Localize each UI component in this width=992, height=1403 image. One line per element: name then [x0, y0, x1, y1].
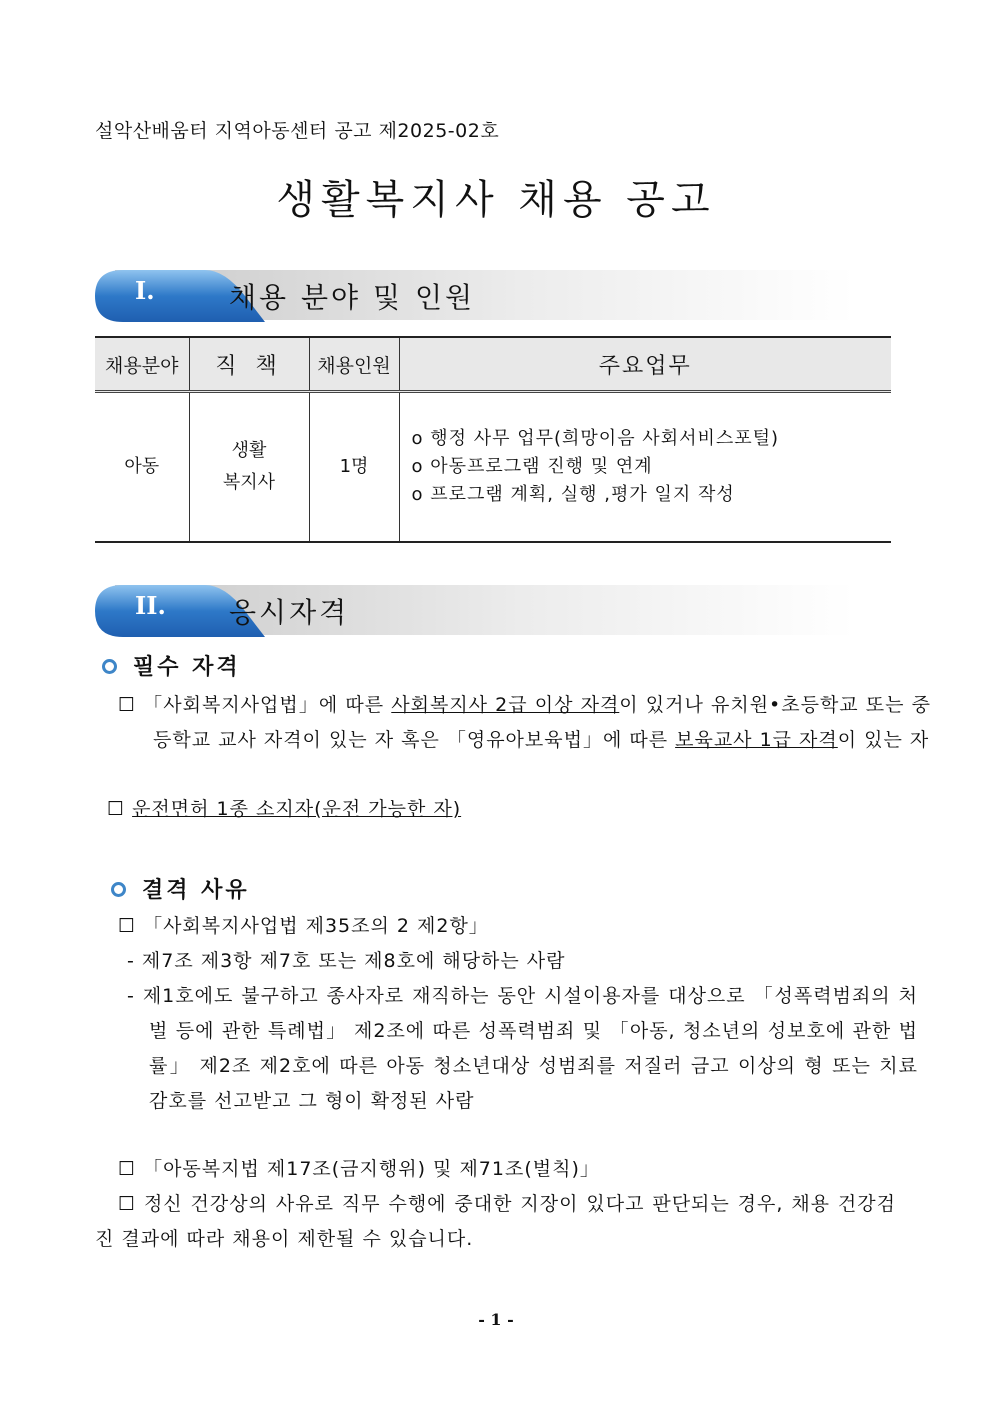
cell-position-line2: 복지사 — [222, 472, 276, 493]
section-1-banner — [95, 266, 855, 324]
cell-position-line1: 생활 — [231, 440, 267, 461]
disqualification-heading-text: 결격 사유 — [142, 878, 250, 903]
required-item-1-prefix: ☐ 「사회복지사업법」에 따른 — [118, 694, 392, 716]
required-heading — [102, 650, 241, 681]
section-2-roman: II. — [135, 591, 166, 620]
header-count: 채용인원 — [309, 337, 399, 392]
notice-number: 설악산배움터 지역아동센터 공고 제2025-02호 — [95, 120, 500, 142]
required-item-1-mid: 이 있거나 유치원•초등학교 또는 중등학교 교사 자격이 있는 자 혹은 「영유아보육법」에 따른 — [153, 694, 931, 751]
cell-duties — [399, 392, 891, 543]
circle-bullet-icon — [102, 659, 117, 674]
page-number: - 1 - — [478, 1310, 514, 1329]
required-item-2-prefix: ☐ — [107, 798, 133, 820]
duty-item: o 행정 사무 업무(희망이음 사회서비스포털) — [411, 428, 780, 449]
section-1-title: 채용 분야 및 인원 — [229, 281, 476, 314]
required-item-1-underlined-1: 사회복지사 2급 이상 자격 — [391, 694, 620, 716]
cell-field: 아동 — [95, 392, 189, 543]
disq-item: ☐ 정신 건강상의 사유로 직무 수행에 중대한 지장이 있다고 판단되는 경우, 채용 건강검진 결과에 따라 채용이 제한될 수 있습니다. — [95, 1193, 896, 1250]
section-1-roman: I. — [135, 276, 155, 305]
required-item-2 — [107, 792, 887, 827]
header-duties: 주요업무 — [399, 337, 891, 392]
circle-bullet-icon — [111, 882, 126, 897]
disq-item: ☐ 「아동복지법 제17조(금지행위) 및 제71조(벌칙)」 — [118, 1158, 600, 1180]
required-heading-text: 필수 자격 — [133, 655, 241, 680]
required-item-1-suffix: 이 있는 자 — [837, 729, 930, 751]
header-position: 직 책 — [189, 337, 309, 392]
disq-item: ☐ 「사회복지사업법 제35조의 2 제2항」 — [118, 915, 489, 937]
required-item-2-underlined: 운전면허 1종 소지자(운전 가능한 자) — [132, 798, 462, 820]
disqualification-heading — [111, 873, 250, 904]
header-field: 채용분야 — [95, 337, 189, 392]
disq-item: - 제1호에도 불구하고 종사자로 재직하는 동안 시설이용자를 대상으로 「성폭력범죄의 처벌 등에 관한 특례법」 제2조에 따른 성폭력범죄 및 「아동, 청소년의 성보호에 관한 법률」 제2조 제2호에 따른 아동 청소년대상 성범죄를 저질러 금고 이상의 형 또는 치료감호를 선고받고 그 형이 확정된 사람 — [127, 985, 918, 1112]
cell-count: 1명 — [309, 392, 399, 543]
duty-item: o 아동프로그램 진행 및 연계 — [411, 456, 653, 477]
required-item-1-underlined-2: 보육교사 1급 자격 — [675, 729, 838, 751]
disq-item: - 제7조 제3항 제7호 또는 제8호에 해당하는 사람 — [127, 950, 566, 972]
duty-item: o 프로그램 계획, 실행 ,평가 일지 작성 — [411, 484, 735, 505]
required-item-1 — [118, 688, 931, 758]
table-header-row — [95, 337, 891, 392]
recruitment-table — [95, 336, 891, 543]
table-row — [95, 392, 891, 543]
section-2-banner — [95, 581, 855, 639]
page-title: 생활복지사 채용 공고 — [276, 177, 716, 223]
cell-position — [189, 392, 309, 543]
section-2-title: 응시자격 — [229, 596, 350, 629]
